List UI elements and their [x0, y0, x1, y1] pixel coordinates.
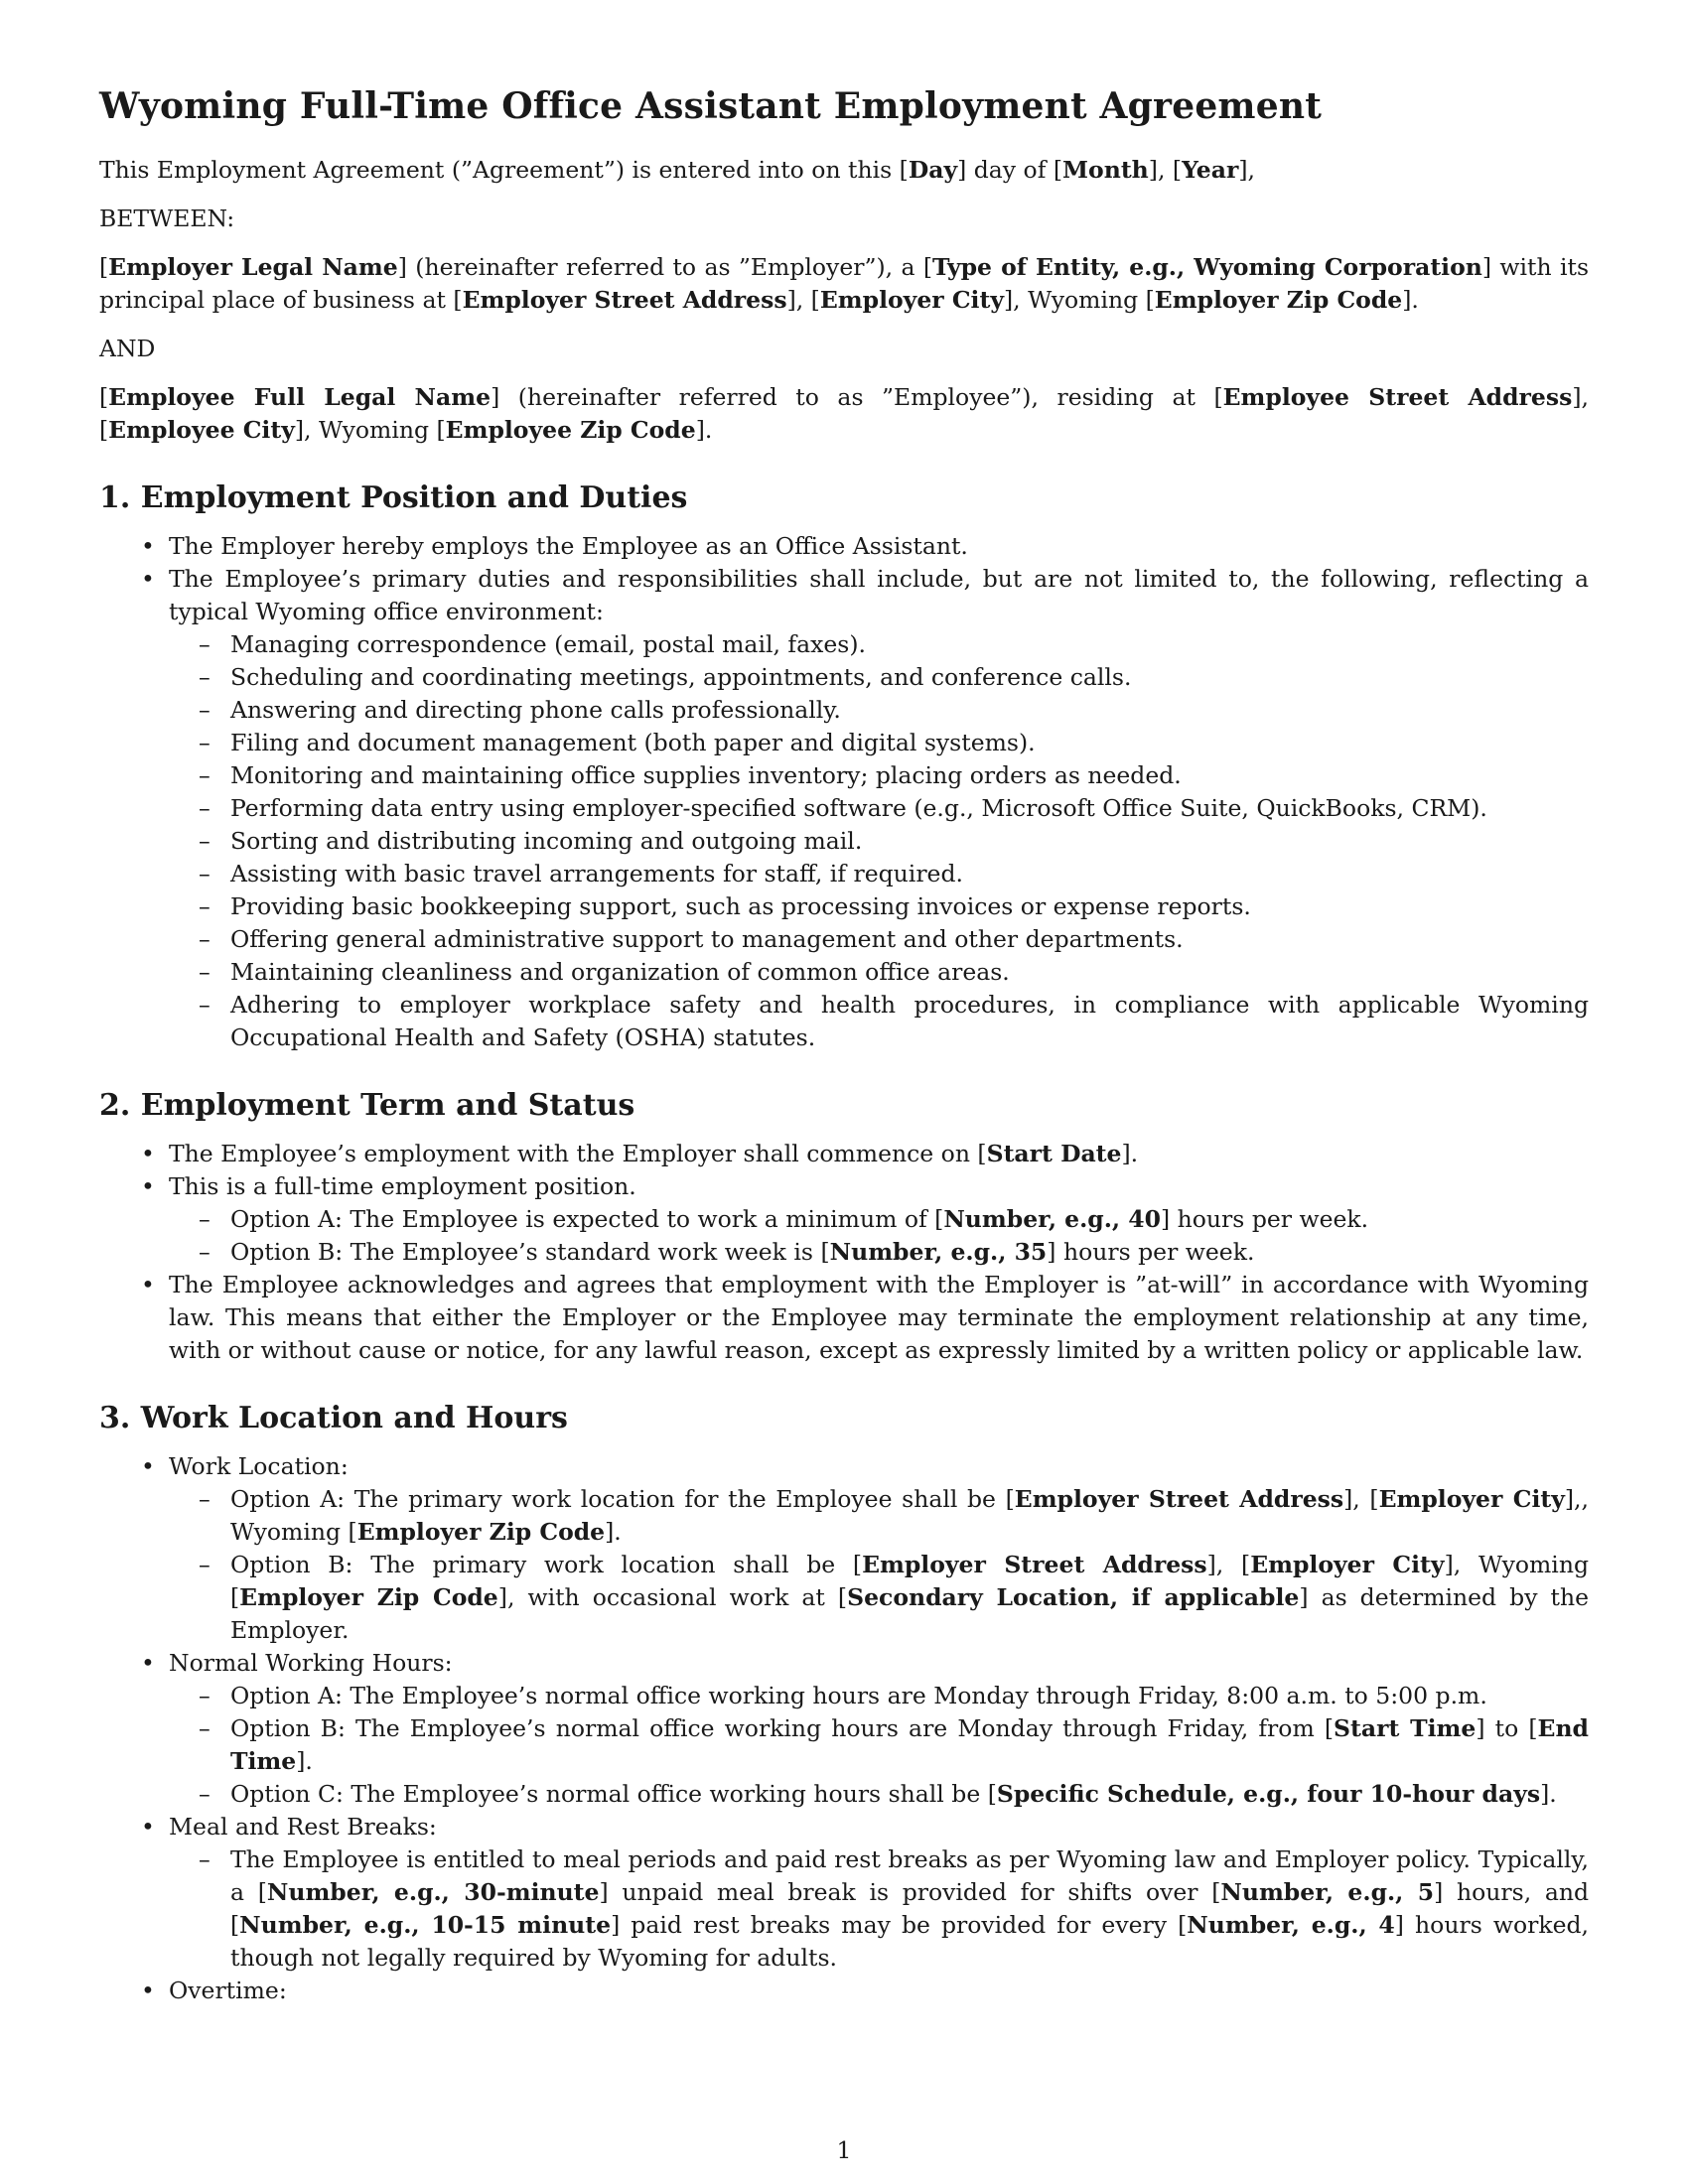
option-item: – Option B: The Employee’s standard work week is [Number, e.g., 35] hours per week.	[169, 1236, 1589, 1269]
list-item: • The Employee’s primary duties and responsibilities shall include, but are not limited to, the following, reflecting a typical Wyoming office environment: – Managing correspondence (email, postal mail, faxes). – Scheduling and coordinating meetings, appointments, and conference calls. – Answering and directing phone calls professionally. – Filing and document management (both paper and digital systems). – Monitoring and maintaining office supplies inventory; placing orders as needed. – Performing data entry using employer-specified software (e.g., Microsoft Office Suite, QuickBooks, CRM). – Sorting and distributing incoming and outgoing mail. – Assisting with basic travel arrangements for staff, if required. – Providing basic bookkeeping support, such as processing invoices or expense reports. – Offering general administrative support to management and other departments. – Maintaining cleanliness and organization of common office areas. – Adhering to employer workplace safety and health procedures, in compliance with applicable Wyoming Occupational Health and Safety (OSHA) statutes.	[99, 563, 1589, 1054]
and-label: AND	[99, 335, 156, 363]
rest-break-placeholder: Number, e.g., 10-15 minute	[239, 1911, 612, 1940]
duty-item: – Maintaining cleanliness and organization of common office areas.	[169, 956, 1589, 989]
hours-standard-placeholder: Number, e.g., 35	[829, 1238, 1048, 1267]
employee-name-placeholder: Employee Full Legal Name	[108, 383, 492, 412]
list-item: • The Employee’s employment with the Employer shall commence on [Start Date].	[99, 1138, 1589, 1170]
hours-options-list	[169, 1680, 1589, 1811]
end-time-placeholder: End Time	[230, 1714, 1589, 1776]
duty-item: – Performing data entry using employer-specified software (e.g., Microsoft Office Suite, QuickBooks, CRM).	[169, 792, 1589, 825]
employer-city-placeholder: Employer City	[819, 286, 1004, 315]
list-item: • Work Location: – Option A: The primary work location for the Employee shall be [Employer Street Address], [Employer City],, Wyoming [Employer Zip Code]. – Option B: The primary work location shall be [Employer Street Address], [Employer City], Wyoming [Employer Zip Code], with occasional work at [Secondary Location, if applicable] as determined by the Employer.	[99, 1450, 1589, 1647]
section-3-list	[99, 1450, 1589, 2007]
duty-item: – Scheduling and coordinating meetings, appointments, and conference calls.	[169, 661, 1589, 694]
duty-item: – Answering and directing phone calls professionally.	[169, 694, 1589, 727]
between-label: BETWEEN:	[99, 205, 235, 233]
page-number: 1	[836, 2136, 852, 2164]
duty-item: – Managing correspondence (email, postal mail, faxes).	[169, 628, 1589, 661]
location-options-list	[169, 1483, 1589, 1647]
duty-item: – Sorting and distributing incoming and outgoing mail.	[169, 825, 1589, 858]
section-1-heading: 1. Employment Position and Duties	[99, 480, 688, 516]
duty-item: – Filing and document management (both paper and digital systems).	[169, 727, 1589, 759]
list-item: • This is a full-time employment position. – Option A: The Employee is expected to work a minimum of [Number, e.g., 40] hours per week. – Option B: The Employee’s standard work week is [Number, e.g., 35] hours per week.	[99, 1170, 1589, 1269]
location-zip-placeholder: Employer Zip Code	[239, 1583, 498, 1612]
entity-type-placeholder: Type of Entity, e.g., Wyoming Corporation	[932, 253, 1482, 282]
break-item: – The Employee is entitled to meal periods and paid rest breaks as per Wyoming law and Employer policy. Typically, a [Number, e.g., 30-minute] unpaid meal break is provided for shifts over [Number, e.g., 5] hours, and [Number, e.g., 10-15 minute] paid rest breaks may be provided for every [Number, e.g., 4] hours worked, though not legally required by Wyoming for adults.	[169, 1843, 1589, 1975]
location-city-placeholder: Employer City	[1378, 1485, 1565, 1514]
employee-paragraph: [Employee Full Legal Name] (hereinafter referred to as ”Employee”), residing at [Employee Street Address], [Employee City], Wyoming [Employee Zip Code].	[99, 383, 1589, 445]
year-placeholder: Year	[1182, 156, 1239, 185]
schedule-placeholder: Specific Schedule, e.g., four 10-hour days	[996, 1780, 1541, 1809]
breaks-list	[169, 1843, 1589, 1975]
location-street-placeholder: Employer Street Address	[1014, 1485, 1344, 1514]
duties-list	[169, 628, 1589, 1054]
duty-item: – Monitoring and maintaining office supplies inventory; placing orders as needed.	[169, 759, 1589, 792]
option-item: – Option B: The primary work location shall be [Employer Street Address], [Employer City], Wyoming [Employer Zip Code], with occasional work at [Secondary Location, if applicable] as determined by the Employer.	[169, 1549, 1589, 1647]
duty-item: – Assisting with basic travel arrangements for staff, if required.	[169, 858, 1589, 890]
option-item: – Option B: The Employee’s normal office working hours are Monday through Friday, from [Start Time] to [End Time].	[169, 1712, 1589, 1778]
employer-paragraph: [Employer Legal Name] (hereinafter referred to as ”Employer”), a [Type of Entity, e.g., Wyoming Corporation] with its principal place of business at [Employer Street Address], [Employer City], Wyoming [Employer Zip Code].	[99, 253, 1590, 315]
employer-name-placeholder: Employer Legal Name	[108, 253, 398, 282]
option-item: – Option C: The Employee’s normal office working hours shall be [Specific Schedule, e.g., four 10-hour days].	[169, 1778, 1589, 1811]
duty-item: – Offering general administrative support to management and other departments.	[169, 923, 1589, 956]
option-item: – Option A: The Employee is expected to work a minimum of [Number, e.g., 40] hours per week.	[169, 1203, 1589, 1236]
list-item: • The Employer hereby employs the Employee as an Office Assistant.	[99, 530, 1589, 563]
location-city-placeholder: Employer City	[1250, 1551, 1445, 1579]
employee-zip-placeholder: Employee Zip Code	[445, 416, 696, 445]
start-date-placeholder: Start Date	[986, 1140, 1122, 1168]
list-item: • Meal and Rest Breaks: – The Employee is entitled to meal periods and paid rest breaks as per Wyoming law and Employer policy. Typically, a [Number, e.g., 30-minute] unpaid meal break is provided for shifts over [Number, e.g., 5] hours, and [Number, e.g., 10-15 minute] paid rest breaks may be provided for every [Number, e.g., 4] hours worked, though not legally required by Wyoming for adults.	[99, 1811, 1589, 1975]
section-2-heading: 2. Employment Term and Status	[99, 1088, 635, 1124]
intro-paragraph: This Employment Agreement (”Agreement”) is entered into on this [Day] day of [Month], [Year],	[99, 156, 1256, 185]
start-time-placeholder: Start Time	[1334, 1714, 1477, 1743]
section-3-heading: 3. Work Location and Hours	[99, 1401, 568, 1436]
day-placeholder: Day	[908, 156, 958, 185]
secondary-location-placeholder: Secondary Location, if applicable	[847, 1583, 1300, 1612]
worked-hours-placeholder: Number, e.g., 4	[1187, 1911, 1395, 1940]
shift-hours-placeholder: Number, e.g., 5	[1220, 1878, 1435, 1907]
duty-item: – Providing basic bookkeeping support, such as processing invoices or expense reports.	[169, 890, 1589, 923]
location-zip-placeholder: Employer Zip Code	[356, 1518, 606, 1547]
duty-item: – Adhering to employer workplace safety and health procedures, in compliance with applicable Wyoming Occupational Health and Safety (OSHA) statutes.	[169, 989, 1589, 1054]
option-item: – Option A: The primary work location for the Employee shall be [Employer Street Address], [Employer City],, Wyoming [Employer Zip Code].	[169, 1483, 1589, 1549]
document-title: Wyoming Full-Time Office Assistant Employment Agreement	[99, 85, 1323, 127]
fulltime-options-list	[169, 1203, 1589, 1269]
list-item: • The Employee acknowledges and agrees that employment with the Employer is ”at-will” in accordance with Wyoming law. This means that either the Employer or the Employee may terminate the employment relationship at any time, with or without cause or notice, for any lawful reason, except as expressly limited by a written policy or applicable law.	[99, 1269, 1589, 1367]
list-item: • Normal Working Hours: – Option A: The Employee’s normal office working hours are Monday through Friday, 8:00 a.m. to 5:00 p.m. – Option B: The Employee’s normal office working hours are Monday through Friday, from [Start Time] to [End Time]. – Option C: The Employee’s normal office working hours shall be [Specific Schedule, e.g., four 10-hour days].	[99, 1647, 1589, 1811]
meal-break-placeholder: Number, e.g., 30-minute	[266, 1878, 600, 1907]
employer-zip-placeholder: Employer Zip Code	[1154, 286, 1403, 315]
month-placeholder: Month	[1062, 156, 1149, 185]
location-street-placeholder: Employer Street Address	[862, 1551, 1207, 1579]
section-1-list	[99, 530, 1589, 1054]
document-page	[99, 85, 1589, 2007]
hours-min-placeholder: Number, e.g., 40	[943, 1205, 1161, 1234]
employee-city-placeholder: Employee City	[108, 416, 295, 445]
employer-street-placeholder: Employer Street Address	[462, 286, 787, 315]
employee-street-placeholder: Employee Street Address	[1222, 383, 1573, 412]
section-2-list	[99, 1138, 1589, 1367]
option-item: – Option A: The Employee’s normal office working hours are Monday through Friday, 8:00 a.m. to 5:00 p.m.	[169, 1680, 1589, 1712]
list-item: • Overtime:	[99, 1975, 1589, 2007]
